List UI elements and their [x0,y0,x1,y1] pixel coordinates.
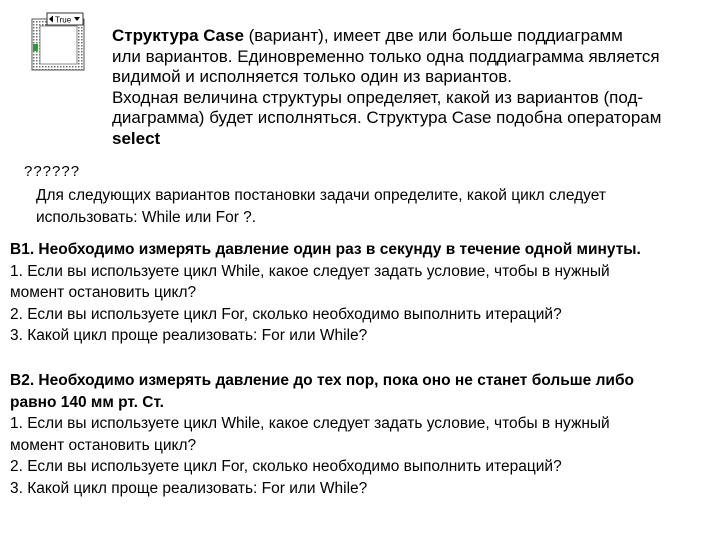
case-term: Структура Case [112,26,244,45]
task-b2 [10,370,710,499]
task-title: В2. Необходимо измерять давление до тех пор, пока оно не станет больше либо [10,372,634,389]
task-title: равно 140 мм рт. Ст. [10,393,164,411]
task-question: 1. Если вы используете цикл While, какое следует задать условие, чтобы в нужный [10,262,610,280]
intro-line: использовать: While или For ?. [36,209,257,226]
task-question: 2. Если вы используете цикл For, сколько необходимо выполнить итераций? [10,305,562,323]
case-line-rest: (вариант), имеет две или больше поддиаграмм [243,26,623,45]
intro-text [36,185,696,229]
task-question: момент остановить цикл? [10,436,197,454]
case-description [112,26,702,149]
case-selector-label: True [55,15,72,25]
task-title: В1. Необходимо измерять давление один раз в секунду в течение одной минуты. [10,241,641,258]
task-question: 2. Если вы используете цикл For, сколько необходимо выполнить итераций? [10,458,562,475]
intro-line: Для следующих вариантов постановки задачи определите, какой цикл следует [36,187,606,204]
task-question: 3. Какой цикл проще реализовать: For или While? [10,479,368,497]
case-description-line [112,129,702,150]
task-b1 [10,239,710,347]
case-description-line: или вариантов. Единовременно только одна поддиаграмма является [112,46,660,66]
case-description-line: Входная величина структуры определяет, какой из вариантов (под- [112,87,644,107]
task-question: 1. Если вы используете цикл While, какое следует задать условие, чтобы в нужный [10,415,610,432]
case-description-line: диаграмма) будет исполняться. Структура Case подобна операторам [112,108,662,127]
select-keyword: select [112,128,161,148]
unknown-heading: ?????? [24,163,81,180]
case-description-line: видимой и исполняется только один из вариантов. [112,67,513,86]
case-description-line [112,26,702,47]
case-structure-icon [30,12,86,72]
task-question: 3. Какой цикл проще реализовать: For или While? [10,327,368,344]
task-question: момент остановить цикл? [10,284,197,301]
